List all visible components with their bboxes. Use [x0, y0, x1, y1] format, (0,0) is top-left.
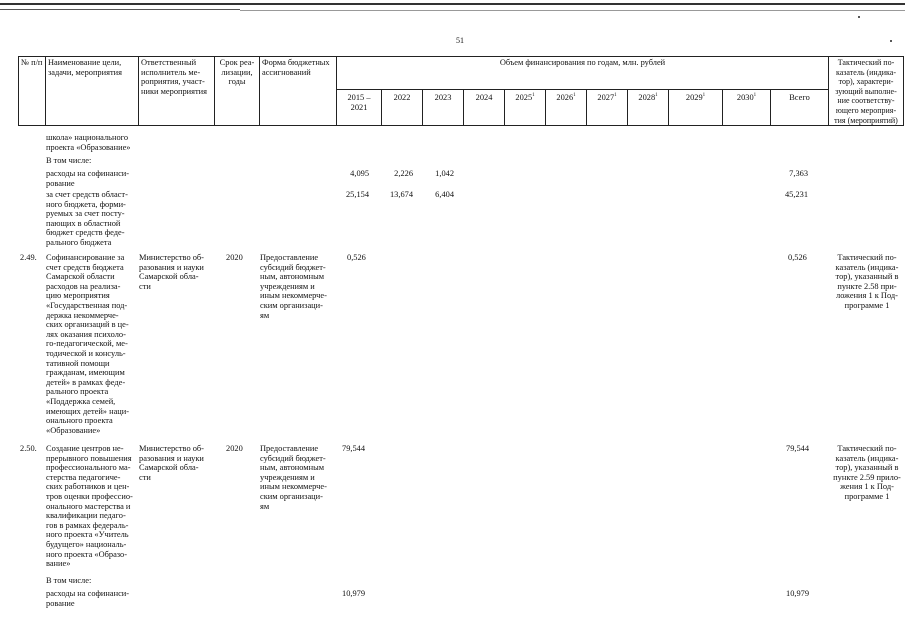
row-name: Софинансирование за счет средств бюджета Самарской области расходов на реализа- цию мероприятия «Государственная под- держка некоммерче- ских организаций в це- лях оказания психоло- го-педагогической, ме- тодической и консуль- тативной помощи гражданам, имеющим детей» в рамках феде- рального проекта «Поддержка семей, имеющих детей» наци- онального проекта «Образование»	[46, 253, 130, 435]
row-number: 2.50.	[20, 444, 37, 453]
page-number: 51	[456, 36, 464, 45]
scan-border-line	[240, 10, 905, 11]
header-col-term: Срок реа- лизации, годы	[214, 56, 260, 126]
row-name-continued: школа» национального проекта «Образование»	[46, 133, 131, 152]
header-col-funding: Объем финансирования по годам, млн. рублей	[336, 56, 829, 90]
year-header-cell	[381, 89, 423, 126]
footnote-marker: 1	[702, 93, 706, 99]
footnote-marker: 1	[532, 93, 535, 99]
subrow-value-total: 45,231	[784, 190, 808, 199]
year-label: 2023	[434, 93, 452, 102]
row-value-total: 79,544	[786, 444, 810, 453]
row-name: Создание центров не- прерывного повышения профессионального ма- стерства педагогиче- ских работников и цен- тров оценки профессио- онального мастерства и квалификации педаго- гов в рамках федераль- ного проекта «Учитель будущего» националь- ного проекта «Образо- вание»	[46, 444, 133, 569]
year-header-cell	[336, 89, 382, 126]
scan-speck	[890, 40, 892, 42]
row-term: 2020	[226, 253, 243, 262]
header-col-responsible: Ответственный исполнитель ме- роприятия, участ- ники мероприятия	[138, 56, 215, 126]
header-col-name: Наименование цели, задачи, мероприятия	[45, 56, 139, 126]
subrow-name-cofinancing: расходы на софинанси- рование	[46, 589, 130, 608]
subrow-value-total: 10,979	[786, 589, 810, 598]
year-header-cell	[722, 89, 771, 126]
year-header-cell	[504, 89, 546, 126]
year-label: 2030	[736, 93, 754, 102]
year-header-cell	[422, 89, 464, 126]
row-value-2015-2021: 79,544	[342, 444, 366, 453]
year-label: 2024	[475, 93, 493, 102]
row-responsible: Министерство об- разования и науки Самарской обла- сти	[139, 444, 204, 482]
row-value-2015-2021: 0,526	[347, 253, 366, 262]
subrow-value-total: 7,363	[789, 169, 808, 178]
row-value-total: 0,526	[788, 253, 807, 262]
year-header-cell	[586, 89, 628, 126]
scan-border-line	[0, 9, 240, 10]
row-form: Предоставление субсидий бюджет- ным, автономным учреждениям и иным некоммерче- ским организаци- ям	[260, 253, 327, 320]
year-label: 2026	[556, 93, 574, 102]
year-label: 2027	[597, 93, 615, 102]
subrow-name-regional-budget: за счет средств област- ного бюджета, форми- руемых за счет посту- пающих в областной бюджет средств феде- рального бюджета	[46, 190, 128, 247]
year-header-cell	[545, 89, 587, 126]
subrow-value-2023: 1,042	[435, 169, 454, 178]
year-header-cell	[668, 89, 723, 126]
subrow-value-2022: 13,674	[389, 190, 413, 199]
subrow-value-2015-2021: 10,979	[342, 589, 366, 598]
row-indicator: Тактический по- казатель (индика- тор), указанный в пункте 2.58 при- ложения 1 к Под- программе 1	[835, 253, 899, 310]
header-col-indicator: Тактический по- казатель (индика- тор), характери- зующий выполне- ние соответству- ющего мероприя- тия (мероприятий)	[828, 56, 904, 126]
subrow-value-2015-2021: 25,154	[345, 190, 369, 199]
year-label: Всего	[789, 93, 810, 102]
row-number: 2.49.	[20, 253, 37, 262]
scan-speck	[858, 16, 860, 18]
row-responsible: Министерство об- разования и науки Самарской обла- сти	[139, 253, 204, 291]
subrow-value-2023: 6,404	[435, 190, 454, 199]
header-col-form: Форма бюджетных ассигнований	[259, 56, 337, 126]
row-form: Предоставление субсидий бюджет- ным, автономным учреждениям и иным некоммерче- ским организаци- ям	[260, 444, 327, 511]
year-header-cell	[463, 89, 505, 126]
including-label: В том числе:	[46, 576, 92, 585]
including-label: В том числе:	[46, 156, 92, 165]
year-label: 2015 – 2021	[347, 93, 371, 112]
year-label: 2029	[685, 93, 703, 102]
footnote-marker: 1	[655, 93, 658, 99]
row-term: 2020	[226, 444, 243, 453]
subrow-value-2015-2021: 4,095	[350, 169, 369, 178]
year-label: 2025	[515, 93, 533, 102]
row-indicator: Тактический по- казатель (индика- тор), указанный в пункте 2.59 прило- жения 1 к Под- программе 1	[833, 444, 901, 501]
scan-border-line	[0, 3, 905, 5]
year-label: 2028	[638, 93, 656, 102]
footnote-marker: 1	[753, 93, 757, 99]
footnote-marker: 1	[614, 93, 617, 99]
footnote-marker: 1	[573, 93, 576, 99]
year-header-cell	[627, 89, 669, 126]
subrow-name-cofinancing: расходы на софинанси- рование	[46, 169, 130, 188]
header-col-number: № п/п	[18, 56, 46, 126]
year-header-cell	[770, 89, 829, 126]
year-label: 2022	[393, 93, 411, 102]
subrow-value-2022: 2,226	[394, 169, 413, 178]
